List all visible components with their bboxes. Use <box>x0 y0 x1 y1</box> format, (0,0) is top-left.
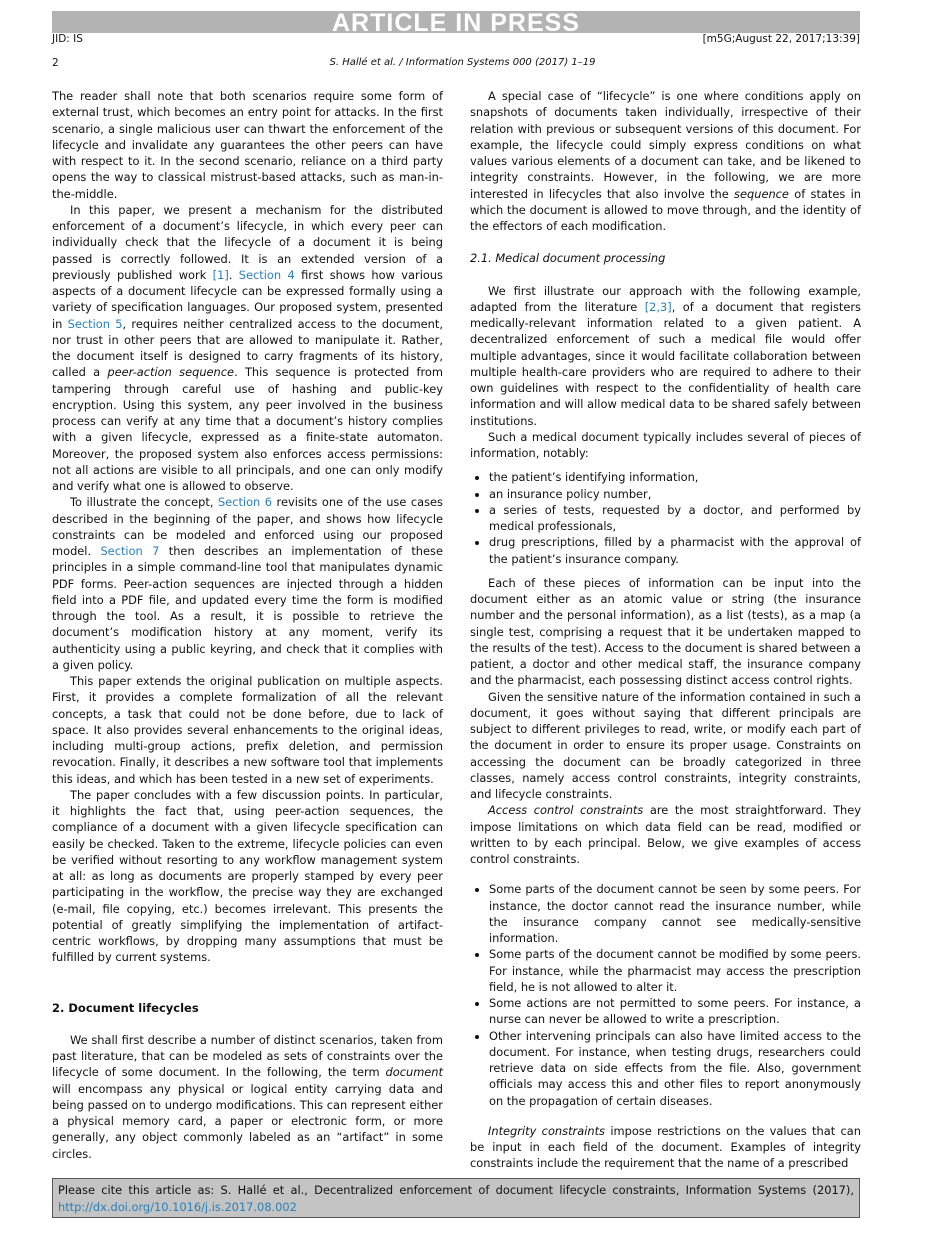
citation-box: Please cite this article as: S. Hallé et al., Decentralized enforcement of document lifecycle constraints, Information Systems (2017), http://dx.doi.org/10.1016/j.is.2017.08.002 <box>52 1178 860 1218</box>
bullet-list <box>470 881 861 1109</box>
left-column <box>52 88 443 1162</box>
paragraph: In this paper, we present a mechanism for the distributed enforcement of a document’s lifecycle, in which every peer can individually check that the lifecycle of a document it is being passed is correctly followed. It is an extended version of a previously published work [1]. Section 4 first shows how various aspects of a document lifecycle can be expressed formally using a variety of specification languages. Our proposed system, presented in Section 5, requires neither centralized access to the document, nor trust in other peers that are allowed to manipulate it. Rather, the document itself is designed to carry fragments of its history, called a peer-action sequence. This sequence is protected from tampering through careful use of hashing and public-key encryption. Using this system, any peer involved in the business process can verify at any time that a document’s history complies with a given lifecycle, expressed as a finite-state automaton. Moreover, the proposed system also enforces access permissions: not all actions are visible to all principals, and one can only modify and verify what one is allowed to observe. <box>52 202 443 493</box>
list-item: • Some parts of the document cannot be seen by some peers. For instance, the doctor cannot read the insurance number, while the insurance company cannot see medically-sensitive information. <box>489 881 861 946</box>
journal-id: JID: IS <box>52 33 83 45</box>
section-link[interactable]: Section 7 <box>100 544 160 558</box>
section-link[interactable]: Section 5 <box>67 316 123 331</box>
bullet-list <box>470 469 861 567</box>
list-item: • an insurance policy number, <box>489 486 861 502</box>
section-link[interactable]: Section 6 <box>217 495 273 510</box>
list-item: • drug prescriptions, filled by a pharmacist with the approval of the patient’s insurance company. <box>489 534 861 567</box>
paragraph: We shall first describe a number of distinct scenarios, taken from past literature, that can be modeled as sets of constraints over the lifecycle of some document. In the following, the term document will encompass any physical or logical entity carrying data and being passed on to undergo modifications. This can represent either a physical memory card, a paper or electronic form, or more generally, any object commonly labeled as an “artifact” in some circles. <box>52 1032 443 1161</box>
list-item: • a series of tests, requested by a doctor, and performed by medical professionals, <box>489 502 861 535</box>
article-in-press-banner: ARTICLE IN PRESS <box>52 11 860 33</box>
list-item: • Some actions are not permitted to some peers. For instance, a nurse can never be allowed to write a prescription. <box>489 995 861 1028</box>
right-column <box>470 88 861 1172</box>
page-number: 2 <box>52 57 59 69</box>
running-head: S. Hallé et al. / Information Systems 000 (2017) 1–19 <box>329 57 596 68</box>
paragraph: We first illustrate our approach with the following example, adapted from the literature [2,3], of a document that registers medically-relevant information related to a given patient. A decentralized enforcement of such a medical file would offer multiple advantages, since it would facilitate collaboration between multiple health-care providers who are required to adhere to their own guidelines with respect to the confidentiality of health care information and will allow medical data to be shared safely between institutions. <box>470 283 861 428</box>
paragraph: Access control constraints are the most straightforward. They impose limitations on which data field can be read, modified or written to by each principal. Below, we give examples of access control constraints. <box>470 803 862 866</box>
paragraph: Such a medical document typically includes several of pieces of information, notably: <box>470 429 861 460</box>
paragraph: Given the sensitive nature of the information contained in such a document, it goes without saying that different principals are subject to different privileges to read, write, or modify each part of the document in order to ensure its proper usage. Constraints on accessing the document can be broadly categorized in three classes, namely access control constraints, integrity constraints, and lifecycle constraints. <box>470 689 861 801</box>
paragraph: A special case of “lifecycle” is one where conditions apply on snapshots of documents taken individually, irrespective of their relation with previous or subsequent versions of this document. For example, the lifecycle could simply express conditions on what values various elements of a document can take, and be likened to integrity constraints. However, in the following, we are more interested in lifecycles that also involve the sequence of states in which the document is allowed to move through, and the identity of the effectors of each modification. <box>470 89 861 233</box>
paragraph: This paper extends the original publication on multiple aspects. First, it provides a complete formalization of all the relevant concepts, a task that could not be done before, due to lack of space. It also provides several enhancements to the original ideas, including multi-group actions, prefix deletion, and permission revocation. Finally, it describes a new software tool that implements this ideas, and which has been tested in a new set of experiments. <box>52 674 443 786</box>
build-stamp: [m5G;August 22, 2017;13:39] <box>702 33 860 45</box>
section-heading: 2. Document lifecycles <box>52 1000 199 1015</box>
subsection-heading: 2.1. Medical document processing <box>470 251 666 266</box>
paragraph: Each of these pieces of information can be input into the document either as an atomic value or string (the insurance number and the personal information), as a list (tests), as a map (a single test, comprising a request that it be undertaken mapped to the results of the test). Access to the document is shared between a patient, a doctor and other medical staff, the insurance company and the pharmacist, each possessing distinct access control rights. <box>470 575 861 688</box>
paragraph: Integrity constraints impose restrictions on the values that can be input in each field of the document. Examples of integrity constraints include the requirement that the name of a prescribed <box>470 1123 861 1171</box>
reference-link[interactable]: [1] <box>212 267 229 282</box>
list-item: • Some parts of the document cannot be modified by some peers. For instance, while the pharmacist may access the prescription field, he is not allowed to alter it. <box>489 946 861 995</box>
paragraph: The reader shall note that both scenarios require some form of external trust, which becomes an entry point for attacks. In the first scenario, a single malicious user can thwart the enforcement of the lifecycle and invalidate any guarantees the other peers can have with respect to it. In the second scenario, reliance on a third party opens the way to classical mistrust-based attacks, such as man-in-the-middle. <box>52 89 443 201</box>
list-item: • the patient’s identifying information, <box>489 469 861 485</box>
paragraph: The paper concludes with a few discussion points. In particular, it highlights the fact that, using peer-action sequences, the compliance of a document with a given lifecycle specification can easily be checked. Taken to the extreme, lifecycle policies can even be verified without resorting to any workflow management system at all: as long as documents are properly stamped by every peer participating in the workflow, the precise way they are exchanged (e-mail, file copying, etc.) becomes irrelevant. This presents the potential of greatly simplifying the implementation of artifact-centric workflows, by dropping many assumptions that must be fulfilled by current systems. <box>52 787 443 965</box>
reference-link[interactable]: [2,3] <box>644 299 672 314</box>
list-item: • Other intervening principals can also have limited access to the document. For instance, when testing drugs, researchers could retrieve data on side effects from the file. Also, government officials may access this and other files to report anonymously on the propagation of certain diseases. <box>489 1028 861 1109</box>
paragraph: To illustrate the concept, Section 6 revisits one of the use cases described in the beginning of the paper, and shows how lifecycle constraints can be modeled and enforced using our proposed model. Section 7 then describes an implementation of these principles in a simple command-line tool that manipulates dynamic PDF forms. Peer-action sequences are injected through a hidden field into a PDF file, and updated every time the form is modified through the tool. As a result, it is possible to retrieve the document’s modification history at any moment, verify its authenticity using a public keyring, and check that it complies with a given policy. <box>52 495 443 672</box>
doi-link[interactable]: http://dx.doi.org/10.1016/j.is.2017.08.002 <box>58 1200 297 1214</box>
section-link[interactable]: Section 4 <box>238 267 295 282</box>
